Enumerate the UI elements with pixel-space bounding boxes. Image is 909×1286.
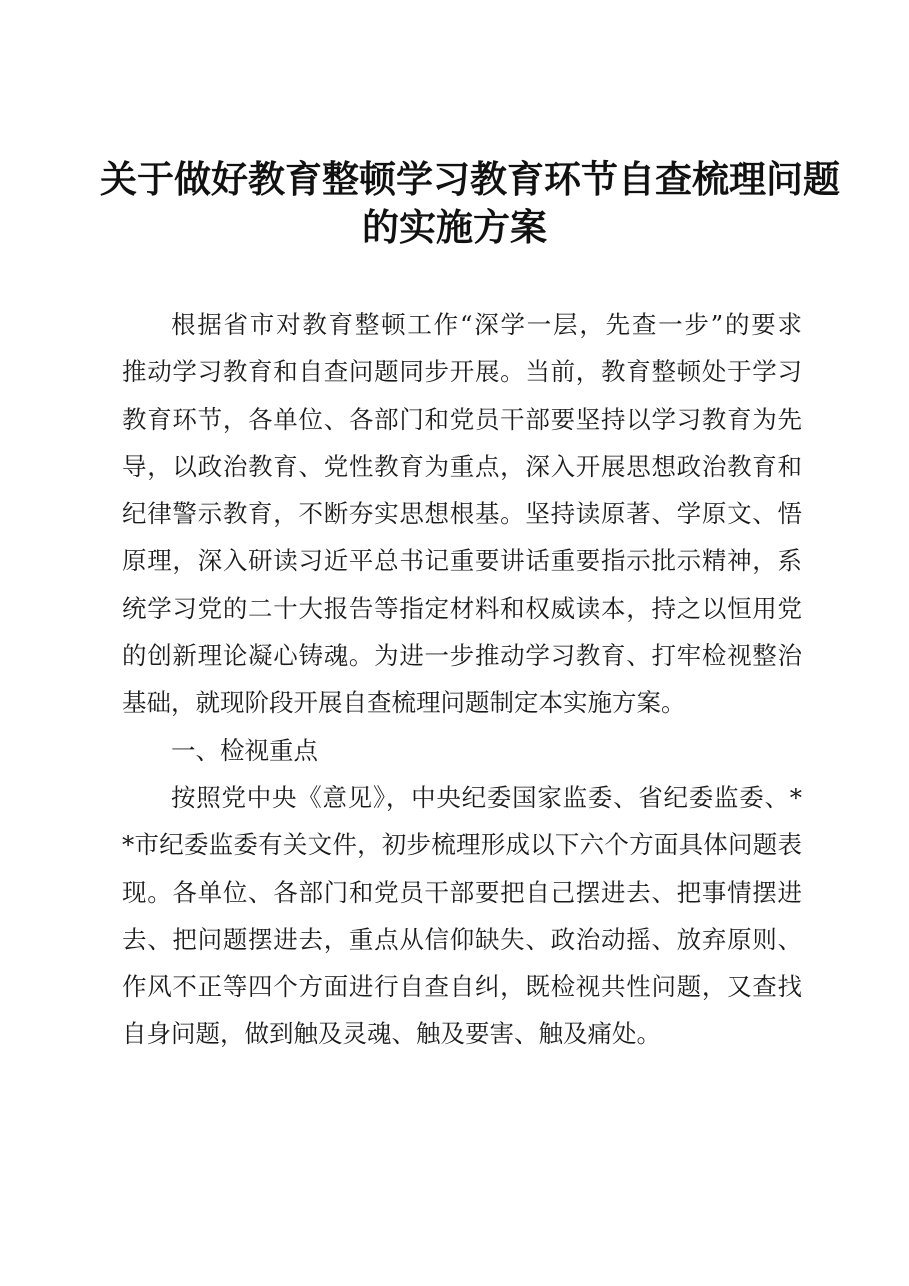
- paragraph-line: 导，以政治教育、党性教育为重点，深入开展思想政治教育和: [122, 451, 802, 481]
- document-body: [122, 301, 802, 1058]
- paragraph-line: 按照党中央《意见》，中央纪委国家监委、省纪委监委、*: [171, 782, 802, 812]
- paragraph-line: *市纪委监委有关文件，初步梳理形成以下六个方面具体问题表: [122, 830, 802, 860]
- paragraph-line: 去、把问题摆进去，重点从信仰缺失、政治动摇、放弃原则、: [122, 924, 802, 954]
- paragraph-line: 的创新理论凝心铸魂。为进一步推动学习教育、打牢检视整治: [122, 641, 802, 671]
- paragraph-line: 现。各单位、各部门和党员干部要把自己摆进去、把事情摆进: [122, 877, 802, 907]
- paragraph-line: 基础，就现阶段开展自查梳理问题制定本实施方案。: [122, 688, 686, 718]
- paragraph-intro: [122, 301, 802, 727]
- document-title: [100, 156, 840, 252]
- paragraph-line: 推动学习教育和自查问题同步开展。当前，教育整顿处于学习: [122, 357, 802, 387]
- paragraph-line: 统学习党的二十大报告等指定材料和权威读本，持之以恒用党: [122, 593, 802, 623]
- paragraph-line: 原理，深入研读习近平总书记重要讲话重要指示批示精神，系: [122, 546, 802, 576]
- section-heading: [122, 727, 802, 774]
- paragraph-line: 根据省市对教育整顿工作“深学一层，先查一步”的要求: [171, 310, 802, 339]
- paragraph-line: 作风不正等四个方面进行自查自纠，既检视共性问题，又查找: [122, 972, 802, 1002]
- paragraph-line: 纪律警示教育，不断夯实思想根基。坚持读原著、学原文、悟: [122, 499, 802, 529]
- paragraph-line: 教育环节，各单位、各部门和党员干部要坚持以学习教育为先: [122, 404, 802, 434]
- title-line-1: 关于做好教育整顿学习教育环节自查梳理问题: [100, 158, 840, 201]
- section-heading-text: 一、检视重点: [171, 735, 318, 765]
- paragraph-line: 自身问题，做到触及灵魂、触及要害、触及痛处。: [122, 1019, 661, 1049]
- paragraph-focus: [122, 774, 802, 1058]
- title-line-2: 的实施方案: [362, 206, 547, 249]
